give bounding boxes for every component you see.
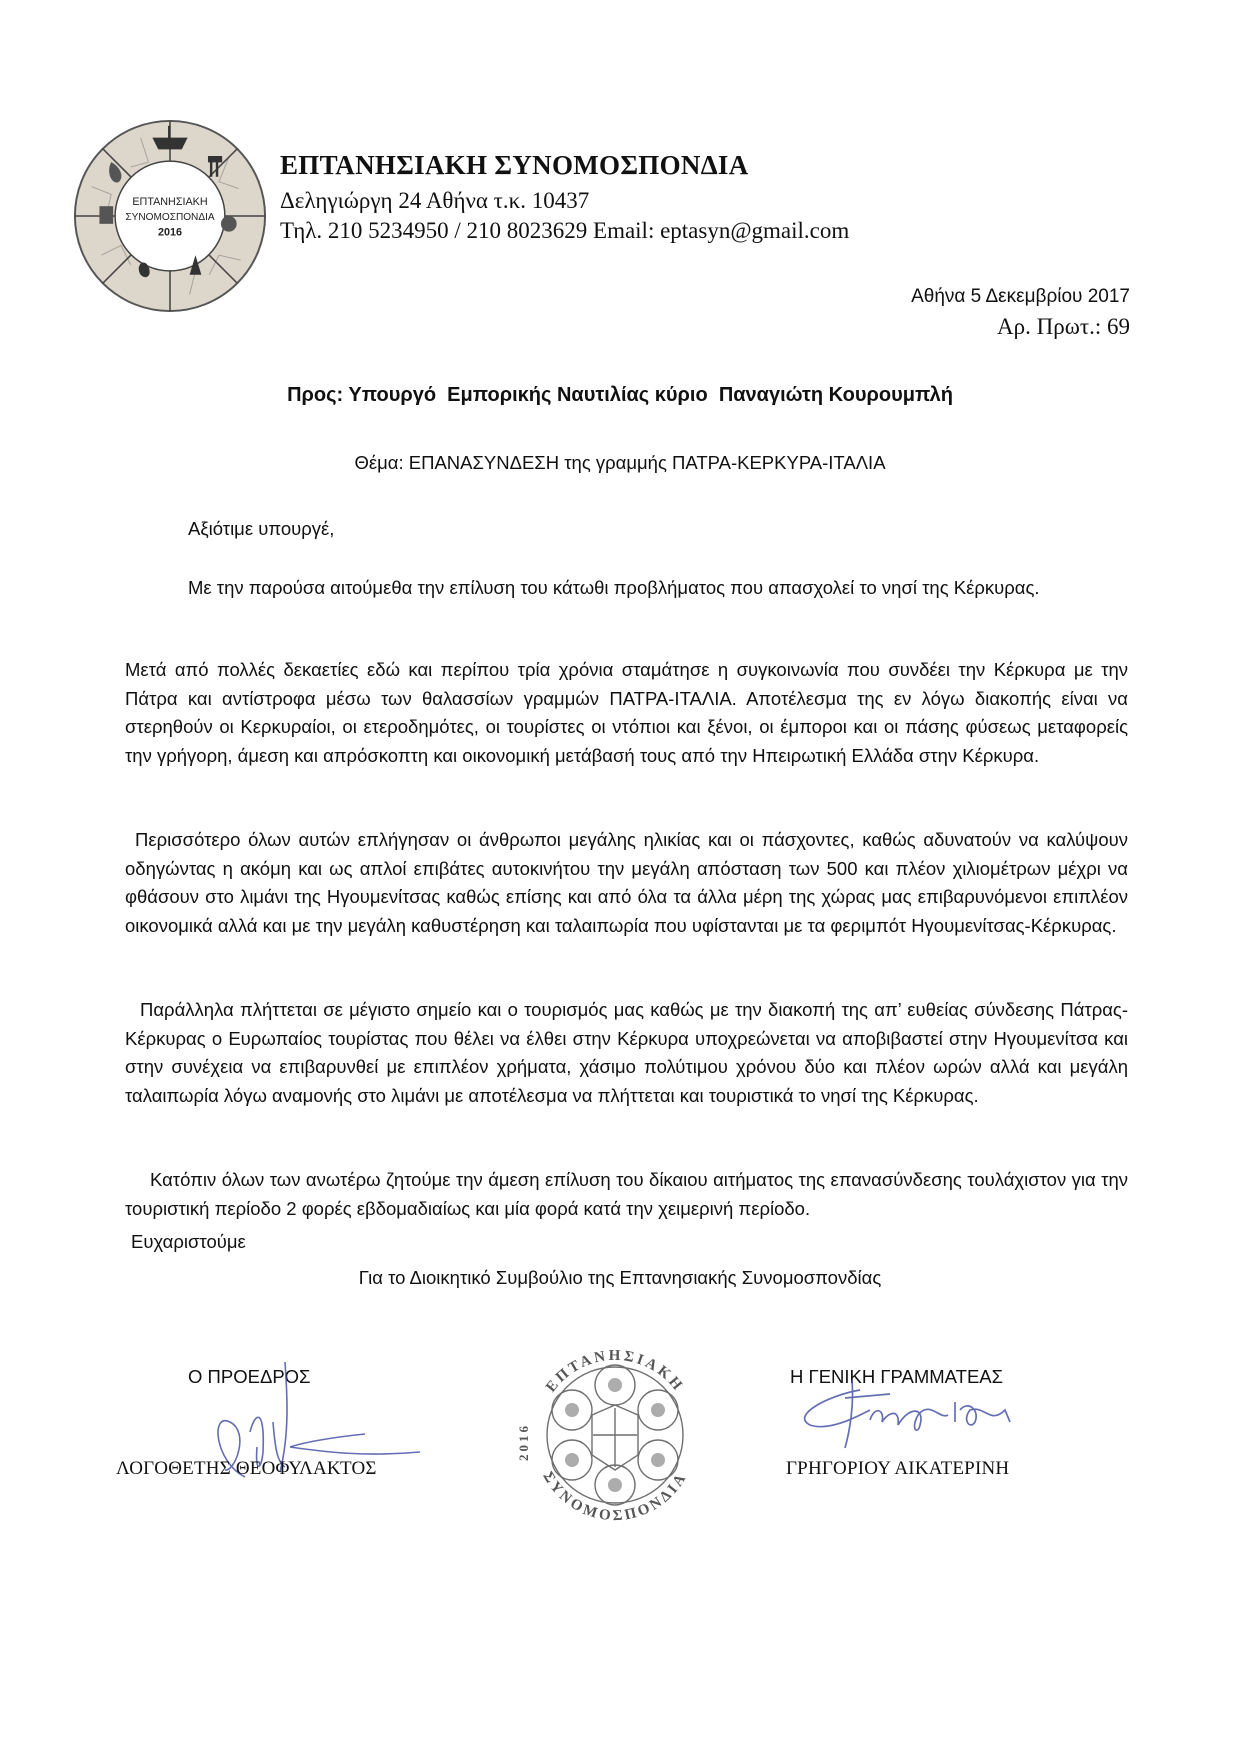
body-paragraph: Περισσότερο όλων αυτών επλήγησαν οι άνθρωποι μεγάλης ηλικίας και οι πάσχοντες, καθώς αδυνατούν να καλύψουν οδηγώντας η ακόμη και ως απλοί επιβάτες αυτοκινήτου την μεγάλη απόσταση των 500 και πλέον χιλιομέτρων μέχρι να φθάσουν στο λιμάνι της Ηγουμενίτσας καθώς επίσης και από όλα τα άλλα μέρη της χώρας μας επιβαρυνόμενοι επιπλέον οικονομικά αλλά και με την μεγάλη καθυστέρηση και ταλαιπωρία που υφίστανται με τα φεριμπότ Ηγουμενίτσας-Κέρκυρας. bbox=[125, 829, 1128, 936]
president-title: Ο ΠΡΟΕΔΡΟΣ bbox=[188, 1366, 311, 1387]
stamp-year: 2016 bbox=[516, 1423, 531, 1461]
organization-contact: Τηλ. 210 5234950 / 210 8023629 Email: eptasyn@gmail.com bbox=[280, 218, 850, 243]
secretary-general-name: ΓΡΗΓΟΡΙΟΥ ΑΙΚΑΤΕΡΙΝΗ bbox=[786, 1458, 1010, 1479]
stamp-top-text: ΕΠΤΑΝΗΣΙΑΚΗ bbox=[543, 1347, 687, 1396]
protocol-number: Αρ. Πρωτ.: 69 bbox=[997, 314, 1130, 339]
svg-text:ΕΠΤΑΝΗΣΙΑΚΗ: ΕΠΤΑΝΗΣΙΑΚΗ bbox=[132, 196, 208, 209]
stamp-bottom-text: ΣΥΝΟΜΟΣΠΟΝΔΙΑ bbox=[539, 1469, 691, 1525]
closing-thanks: Ευχαριστούμε bbox=[131, 1231, 246, 1252]
federation-stamp bbox=[510, 1330, 720, 1540]
subject-line: Θέμα: ΕΠΑΝΑΣΥΝΔΕΣΗ της γραμμής ΠΑΤΡΑ-ΚΕΡΚΥΡΑ-ΙΤΑΛΙΑ bbox=[354, 452, 886, 473]
svg-text:ΣΥΝΟΜΟΣΠΟΝΔΙΑ: ΣΥΝΟΜΟΣΠΟΝΔΙΑ bbox=[125, 211, 215, 223]
secretary-general-signature bbox=[790, 1380, 1035, 1450]
board-signature-line: Για το Διοικητικό Συμβούλιο της Επτανησιακής Συνομοσπονδίας bbox=[358, 1267, 882, 1288]
body-paragraph: Μετά από πολλές δεκαετίες εδώ και περίπου τρία χρόνια σταμάτησε η συγκοινωνία που συνδέει την Κέρκυρα με την Πάτρα και αντίστροφα μέσω των θαλασσίων γραμμών ΠΑΤΡΑ-ΙΤΑΛΙΑ. Αποτέλεσμα της εν λόγω διακοπής είναι να στερηθούν οι Κερκυραίοι, οι ετεροδημότες, οι τουρίστες οι ντόπιοι και ξένοι, οι έμποροι και οι πάσης φύσεως μεταφορείς την γρήγορη, άμεση και απρόσκοπτη και οικονομική μετάβασή τους από την Ηπειρωτική Ελλάδα στην Κέρκυρα. bbox=[125, 659, 1128, 766]
svg-text:2016: 2016 bbox=[158, 226, 182, 239]
organization-name: ΕΠΤΑΝΗΣΙΑΚΗ ΣΥΝΟΜΟΣΠΟΝΔΙΑ bbox=[280, 150, 749, 180]
body-paragraph: Με την παρούσα αιτούμεθα την επίλυση του κάτωθι προβλήματος που απασχολεί το νησί της Κέρκυρας. bbox=[188, 577, 1040, 598]
letter-date: Αθήνα 5 Δεκεμβρίου 2017 bbox=[911, 286, 1130, 307]
salutation: Αξιότιμε υπουργέ, bbox=[188, 518, 335, 539]
recipient-line: Προς: Υπουργό Εμπορικής Ναυτιλίας κύριο Παναγιώτη Κουρουμπλή bbox=[287, 384, 953, 406]
body-paragraph: Κατόπιν όλων των ανωτέρω ζητούμε την άμεση επίλυση του δίκαιου αιτήματος της επανασύνδεσης τουλάχιστον για την τουριστική περίοδο 2 φορές εβδομαδιαίως και μία φορά κατά την χειμερινή περίοδο. bbox=[125, 1169, 1128, 1219]
secretary-general-title: Η ΓΕΝΙΚΗ ΓΡΑΜΜΑΤΕΑΣ bbox=[790, 1366, 1004, 1387]
body-paragraph: Παράλληλα πλήττεται σε μέγιστο σημείο και ο τουρισμός μας καθώς με την διακοπή της απ’ ευθείας σύνδεσης Πάτρας-Κέρκυρας ο Ευρωπαίος τουρίστας που θέλει να έλθει στην Κέρκυρα υποχρεώνεται να αποβιβαστεί στην Ηγουμενίτσα και στην συνέχεια να επιβαρυνθεί με επιπλέον χρήματα, χάσιμο πολύτιμου χρόνου δύο και πλέον ωρών αλλά και μεγάλη ταλαιπωρία λόγω αναμονής στο λιμάνι με αποτέλεσμα να πλήττεται και τουριστικά το νησί της Κέρκυρας. bbox=[125, 999, 1128, 1106]
president-name: ΛΟΓΟΘΕΤΗΣ ΘΕΟΦΥΛΑΚΤΟΣ bbox=[116, 1458, 377, 1479]
federation-logo bbox=[72, 118, 268, 314]
organization-address: Δεληγιώργη 24 Αθήνα τ.κ. 10437 bbox=[280, 188, 590, 213]
